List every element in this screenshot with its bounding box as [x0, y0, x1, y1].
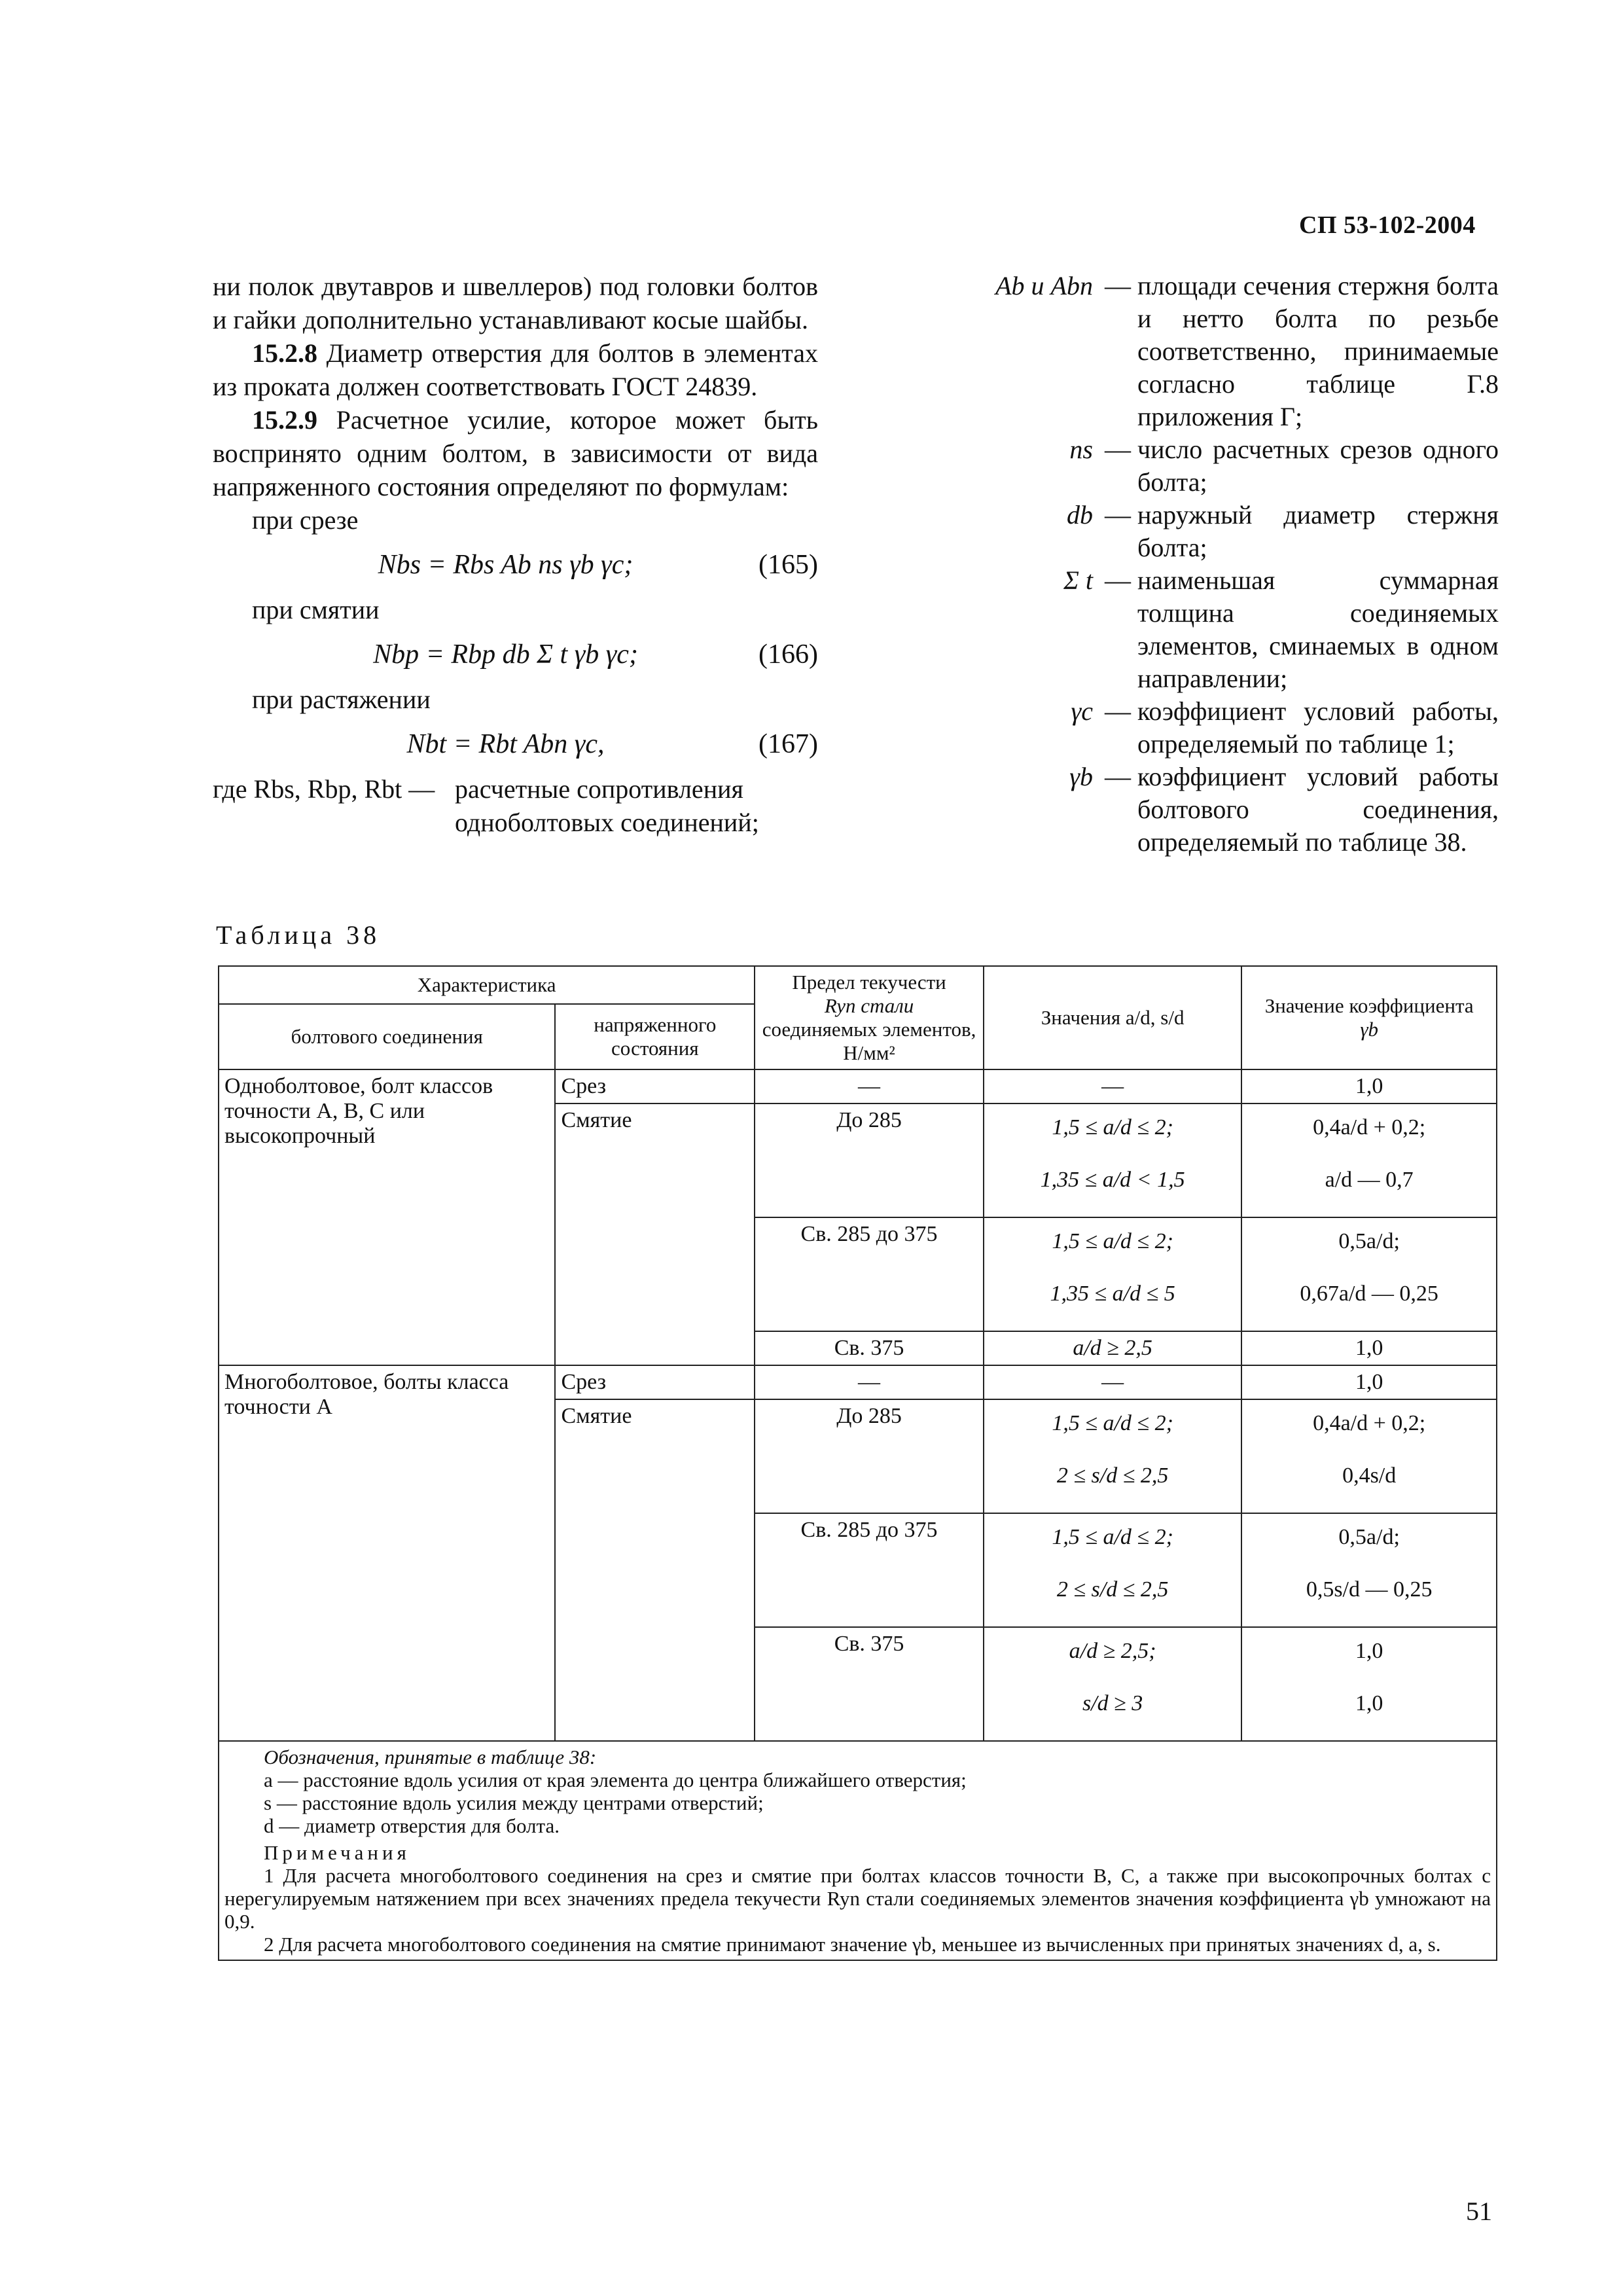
clause-text: Расчетное усилие, которое может быть воспринято одним болтом, в зависимости от вида напряженного состояния определяют по формулам:: [213, 405, 818, 501]
table-row: [219, 1365, 1497, 1399]
definition-symbol: db: [1067, 500, 1093, 529]
ratio-cell: —: [984, 1069, 1241, 1103]
stress-cell: Срез: [555, 1069, 755, 1103]
case-label: при смятии: [252, 595, 380, 624]
yield-cell: Св. 285 до 375: [755, 1513, 984, 1627]
definition-symbol: Ab и Abn: [995, 271, 1093, 300]
remark-item: 1 Для расчета многоболтового соединения на срез и смятие при болтах классов точности В, С, а также при высокопрочных болтах с нерегулируемым натяжением при всех значениях предела текучести Ryn стали соединяемых элементов значения коэффициента γb умножают на 0,9.: [224, 1864, 1491, 1933]
definition-text: коэффициент условий работы болтового соединения, определяемый по таблице 38.: [1137, 762, 1499, 857]
ratio-value: 2 ≤ s/d ≤ 2,5: [1056, 1577, 1169, 1602]
ratio-value: s/d ≥ 3: [1082, 1691, 1143, 1715]
document-code: СП 53-102-2004: [1299, 211, 1476, 239]
coef-value: 1,0: [1355, 1691, 1383, 1715]
header-yield: [755, 966, 984, 1069]
definition-symbol: ns: [1069, 435, 1093, 464]
where-symbols: где Rbs, Rbp, Rbt —: [213, 774, 435, 804]
definition-text: коэффициент условий работы, определяемый по таблице 1;: [1137, 696, 1499, 759]
yield-cell: Св. 375: [755, 1331, 984, 1365]
table-row: [219, 1069, 1497, 1103]
legend-item: d — диаметр отверстия для болта.: [264, 1814, 560, 1837]
dash: —: [1105, 271, 1131, 300]
definition-text: наименьшая суммарная толщина соединяемых элементов, сминаемых в одном направлении;: [1137, 565, 1499, 693]
yield-cell: Св. 285 до 375: [755, 1217, 984, 1331]
page-number: 51: [1466, 2197, 1492, 2226]
definition-text: площади сечения стержня болта и нетто болта по резьбе соответственно, принимаемые согласно таблице Г.8 приложения Г;: [1137, 271, 1499, 431]
paragraph-15-2-8: [213, 336, 818, 403]
yield-cell: До 285: [755, 1103, 984, 1217]
definition-row: [942, 499, 1499, 564]
left-column: [213, 270, 818, 839]
coef-value: 0,5a/d;: [1338, 1229, 1400, 1253]
definition-symbol: Σ t: [1063, 565, 1093, 595]
header-characteristic: Характеристика: [219, 966, 755, 1004]
coef-cell: [1241, 1627, 1497, 1741]
table-caption: Таблица 38: [216, 920, 381, 950]
definition-text: число расчетных срезов одного болта;: [1137, 435, 1499, 497]
definition-row: [942, 695, 1499, 761]
formula-row: [213, 626, 818, 683]
paragraph: ни полок двутавров и швеллеров) под головки болтов и гайки дополнительно устанавливают косые шайбы.: [213, 272, 818, 334]
ratio-value: 2 ≤ s/d ≤ 2,5: [1056, 1463, 1169, 1488]
case-label: при срезе: [252, 505, 359, 535]
legend-title: Обозначения, принятые в таблице 38:: [264, 1746, 597, 1768]
coef-cell: 1,0: [1241, 1331, 1497, 1365]
ratio-value: 1,35 ≤ a/d ≤ 5: [1050, 1282, 1175, 1306]
stress-cell: Срез: [555, 1365, 755, 1399]
coef-value: 0,4a/d + 0,2;: [1313, 1115, 1426, 1139]
clause-number: 15.2.8: [252, 338, 317, 368]
ratio-value: 1,5 ≤ a/d ≤ 2;: [1052, 1115, 1173, 1139]
definition-row: [942, 761, 1499, 859]
yield-cell: —: [755, 1365, 984, 1399]
coef-value: 0,5s/d — 0,25: [1306, 1577, 1433, 1602]
ratio-cell: [984, 1513, 1241, 1627]
ratio-cell: [984, 1103, 1241, 1217]
stress-cell: Смятие: [555, 1399, 755, 1741]
header-ratio: Значения a/d, s/d: [984, 966, 1241, 1069]
clause-number: 15.2.9: [252, 405, 317, 435]
stress-cell: Смятие: [555, 1103, 755, 1365]
ratio-value: a/d ≥ 2,5;: [1069, 1639, 1156, 1663]
header-yield-line1: Предел текучести: [792, 971, 946, 994]
ratio-cell: [984, 1627, 1241, 1741]
definition-symbol: γc: [1071, 696, 1093, 726]
header-yield-line2: соединяемых элементов, Н/мм²: [762, 1018, 976, 1064]
coef-value: a/d — 0,7: [1325, 1168, 1414, 1192]
header-stress: напряженного состояния: [555, 1004, 755, 1069]
ratio-cell: [984, 1399, 1241, 1513]
header-coef-symbol: γb: [1360, 1018, 1379, 1041]
formula-row: [213, 537, 818, 593]
header-yield-symbol: Ryn стали: [824, 994, 914, 1017]
definition-row: [942, 270, 1499, 433]
formula-number: (165): [758, 549, 818, 580]
table-notes: [219, 1741, 1497, 1960]
ratio-cell: [984, 1217, 1241, 1331]
ratio-value: 1,5 ≤ a/d ≤ 2;: [1052, 1525, 1173, 1549]
definition-row: [942, 433, 1499, 499]
yield-cell: Св. 375: [755, 1627, 984, 1741]
right-column: [942, 270, 1499, 859]
formula-number: (167): [758, 728, 818, 759]
coef-cell: 1,0: [1241, 1365, 1497, 1399]
yield-cell: До 285: [755, 1399, 984, 1513]
formula: Nbs = Rbs Ab ns γb γc;: [378, 549, 633, 580]
dash: —: [1105, 500, 1131, 529]
header-coefficient: [1241, 966, 1497, 1069]
case-label: при растяжении: [252, 685, 431, 714]
coef-value: 0,4a/d + 0,2;: [1313, 1411, 1426, 1435]
formula-row: [213, 716, 818, 772]
formula: Nbp = Rbp db Σ t γb γc;: [373, 639, 638, 670]
ratio-value: 1,5 ≤ a/d ≤ 2;: [1052, 1229, 1173, 1253]
notes-row: [219, 1741, 1497, 1960]
paragraph-15-2-9: [213, 403, 818, 503]
remark-item: 2 Для расчета многоболтового соединения на смятие принимают значение γb, меньшее из вычисленных при принятых значениях d, a, s.: [264, 1933, 1441, 1956]
ratio-value: 1,35 ≤ a/d < 1,5: [1040, 1168, 1185, 1192]
dash: —: [1105, 696, 1131, 726]
coef-value: 0,5a/d;: [1338, 1525, 1400, 1549]
formula: Nbt = Rbt Abn γc,: [406, 728, 605, 759]
clause-text: Диаметр отверстия для болтов в элементах из проката должен соответствовать ГОСТ 24839.: [213, 338, 818, 401]
legend-item: s — расстояние вдоль усилия между центрами отверстий;: [264, 1791, 764, 1814]
coef-cell: [1241, 1103, 1497, 1217]
dash: —: [1105, 762, 1131, 791]
dash: —: [1105, 565, 1131, 595]
header-joint: болтового соединения: [219, 1004, 555, 1069]
coef-value: 0,4s/d: [1342, 1463, 1397, 1488]
ratio-value: 1,5 ≤ a/d ≤ 2;: [1052, 1411, 1173, 1435]
definition-row: [942, 564, 1499, 695]
formula-number: (166): [758, 639, 818, 670]
header-coef-line1: Значение коэффициента: [1264, 994, 1474, 1017]
ratio-cell: —: [984, 1365, 1241, 1399]
where-definition: [213, 772, 818, 839]
coef-value: 1,0: [1355, 1639, 1383, 1663]
coef-cell: [1241, 1217, 1497, 1331]
joint-cell: Одноболтовое, болт классов точности А, В, С или высокопрочный: [219, 1069, 555, 1365]
where-text: расчетные сопротивления одноболтовых соединений;: [455, 774, 759, 837]
coef-cell: 1,0: [1241, 1069, 1497, 1103]
ratio-cell: a/d ≥ 2,5: [984, 1331, 1241, 1365]
yield-cell: —: [755, 1069, 984, 1103]
dash: —: [1105, 435, 1131, 464]
coef-cell: [1241, 1513, 1497, 1627]
table-header-row: [219, 966, 1497, 1004]
legend-item: a — расстояние вдоль усилия от края элемента до центра ближайшего отверстия;: [264, 1768, 967, 1791]
joint-cell: Многоболтовое, болты класса точности А: [219, 1365, 555, 1741]
table-38: [218, 965, 1497, 1961]
definition-text: наружный диаметр стержня болта;: [1137, 500, 1499, 562]
coef-cell: [1241, 1399, 1497, 1513]
definition-symbol: γb: [1069, 762, 1093, 791]
remarks-title: Примечания: [264, 1841, 410, 1864]
coef-value: 0,67a/d — 0,25: [1300, 1282, 1438, 1306]
